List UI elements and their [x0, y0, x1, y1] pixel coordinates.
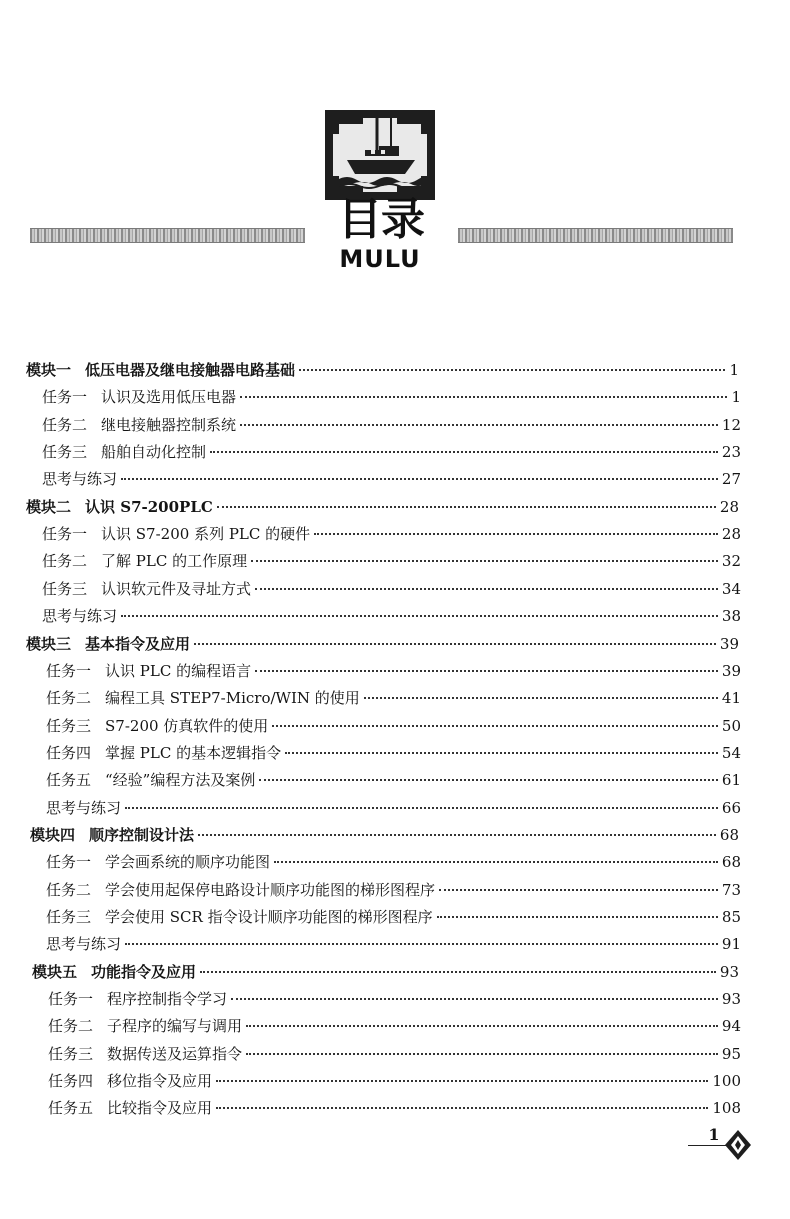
- toc-entry-label: 任务五: [48, 1099, 94, 1117]
- toc-entry-label: 任务一: [48, 990, 94, 1008]
- toc-entry-title: 顺序控制设计法: [89, 826, 195, 844]
- toc-entry-label: 任务二: [42, 416, 88, 434]
- diamond-icon: [724, 1128, 752, 1162]
- dot-leader: [125, 807, 718, 809]
- toc-entry-page: 12: [721, 416, 741, 434]
- toc-entry-label: 任务二: [42, 552, 88, 570]
- toc-entry-title: 思考与练习: [46, 799, 122, 817]
- toc-entry-label: 任务一: [46, 662, 92, 680]
- toc-entry-label: 模块三: [26, 635, 72, 653]
- dot-leader: [216, 1080, 708, 1082]
- toc-entry-page: 39: [719, 635, 739, 653]
- dot-leader: [240, 396, 727, 398]
- toc-module-entry: [26, 360, 739, 380]
- toc-task-entry: [46, 661, 741, 681]
- toc-entry-label: 任务三: [48, 1045, 94, 1063]
- toc-entry-title: 认识 S7-200 系列 PLC 的硬件: [101, 525, 311, 543]
- dot-leader: [246, 1025, 718, 1027]
- toc-entry-title: S7-200 仿真软件的使用: [105, 717, 269, 735]
- toc-entry-page: 68: [721, 853, 741, 871]
- toc-entry-title: 思考与练习: [42, 607, 118, 625]
- toc-task-entry: [46, 688, 741, 708]
- toc-entry-page: 28: [721, 525, 741, 543]
- page-number: 1: [708, 1125, 720, 1144]
- toc-entry-label: 任务三: [42, 443, 88, 461]
- dot-leader: [272, 725, 718, 727]
- dot-leader: [217, 506, 716, 508]
- toc-entry-title: 学会使用 SCR 指令设计顺序功能图的梯形图程序: [105, 908, 433, 926]
- toc-task-entry: [42, 551, 741, 571]
- toc-module-entry: [26, 634, 739, 654]
- toc-entry-title: 船舶自动化控制: [101, 443, 207, 461]
- toc-entry-title: 思考与练习: [46, 935, 122, 953]
- toc-task-entry: [46, 716, 741, 736]
- dot-leader: [274, 861, 718, 863]
- toc-exercise-entry: [42, 469, 741, 489]
- toc-task-entry: [42, 442, 741, 462]
- toc-entry-title: 移位指令及应用: [107, 1072, 213, 1090]
- toc-task-entry: [46, 852, 741, 872]
- dot-leader: [314, 533, 718, 535]
- toc-exercise-entry: [46, 798, 741, 818]
- dot-leader: [364, 697, 718, 699]
- dot-leader: [299, 369, 725, 371]
- toc-task-entry: [48, 1016, 741, 1036]
- toc-entry-title: 继电接触器控制系统: [101, 416, 237, 434]
- dot-leader: [439, 889, 718, 891]
- toc-entry-label: 模块四: [30, 826, 76, 844]
- dot-leader: [285, 752, 718, 754]
- dot-leader: [121, 615, 718, 617]
- dot-leader: [246, 1053, 718, 1055]
- dot-leader: [216, 1107, 708, 1109]
- toc-entry-page: 91: [721, 935, 741, 953]
- dot-leader: [251, 560, 718, 562]
- toc-entry-label: 任务五: [46, 771, 92, 789]
- toc-task-entry: [46, 743, 741, 763]
- toc-task-entry: [42, 387, 741, 407]
- toc-entry-label: 任务二: [46, 881, 92, 899]
- toc-entry-label: 任务三: [46, 717, 92, 735]
- toc-entry-page: 61: [721, 771, 741, 789]
- toc-entry-title: 学会使用起保停电路设计顺序功能图的梯形图程序: [105, 881, 436, 899]
- toc-entry-page: 1: [731, 388, 741, 406]
- toc-entry-page: 95: [721, 1045, 741, 1063]
- toc-task-entry: [42, 524, 741, 544]
- toc-module-entry: [32, 962, 739, 982]
- toc-entry-title: 编程工具 STEP7-Micro/WIN 的使用: [105, 689, 360, 707]
- dot-leader: [255, 588, 718, 590]
- toc-entry-label: 任务一: [46, 853, 92, 871]
- toc-entry-title: 程序控制指令学习: [107, 990, 228, 1008]
- toc-entry-title: 比较指令及应用: [107, 1099, 213, 1117]
- page-title: 目录: [338, 194, 424, 245]
- toc-entry-label: 任务三: [42, 580, 88, 598]
- toc-entry-label: 模块二: [26, 498, 72, 516]
- toc-entry-title: 基本指令及应用: [85, 635, 191, 653]
- toc-entry-title: 低压电器及继电接触器电路基础: [85, 361, 296, 379]
- toc-exercise-entry: [42, 606, 741, 626]
- toc-entry-page: 66: [721, 799, 741, 817]
- toc-entry-label: 模块一: [26, 361, 72, 379]
- toc-entry-title: 学会画系统的顺序功能图: [105, 853, 271, 871]
- dot-leader: [240, 424, 718, 426]
- toc-task-entry: [48, 1044, 741, 1064]
- dot-leader: [198, 834, 716, 836]
- toc-entry-title: 功能指令及应用: [91, 963, 197, 981]
- dot-leader: [231, 998, 718, 1000]
- toc-entry-page: 50: [721, 717, 741, 735]
- toc-entry-page: 39: [721, 662, 741, 680]
- toc-entry-page: 85: [721, 908, 741, 926]
- page-title-pinyin: MULU: [339, 245, 421, 273]
- dot-leader: [121, 478, 718, 480]
- toc-task-entry: [46, 880, 741, 900]
- dot-leader: [259, 779, 718, 781]
- toc-task-entry: [42, 579, 741, 599]
- toc-entry-title: 认识软元件及寻址方式: [101, 580, 252, 598]
- toc-task-entry: [48, 1098, 741, 1118]
- dot-leader: [255, 670, 718, 672]
- toc-entry-page: 54: [721, 744, 741, 762]
- dot-leader: [194, 643, 716, 645]
- toc-entry-title: 了解 PLC 的工作原理: [101, 552, 248, 570]
- toc-entry-page: 93: [721, 990, 741, 1008]
- toc-task-entry: [46, 907, 741, 927]
- toc-module-entry: [30, 825, 739, 845]
- toc-entry-label: 任务二: [46, 689, 92, 707]
- toc-entry-title: 认识 S7-200PLC: [85, 498, 213, 516]
- toc-entry-page: 94: [721, 1017, 741, 1035]
- toc-entry-page: 23: [721, 443, 741, 461]
- toc-entry-page: 34: [721, 580, 741, 598]
- dot-leader: [125, 943, 718, 945]
- toc-entry-label: 任务四: [48, 1072, 94, 1090]
- toc-exercise-entry: [46, 934, 741, 954]
- toc-entry-page: 108: [712, 1099, 741, 1117]
- toc-entry-page: 93: [719, 963, 739, 981]
- toc-entry-title: 子程序的编写与调用: [107, 1017, 243, 1035]
- toc-task-entry: [42, 415, 741, 435]
- toc-entry-title: 认识及选用低压电器: [101, 388, 237, 406]
- toc-entry-page: 28: [719, 498, 739, 516]
- toc-entry-label: 任务一: [42, 388, 88, 406]
- toc-entry-page: 68: [719, 826, 739, 844]
- toc-entry-page: 100: [712, 1072, 741, 1090]
- toc-entry-page: 38: [721, 607, 741, 625]
- toc-entry-label: 任务一: [42, 525, 88, 543]
- toc-entry-page: 32: [721, 552, 741, 570]
- toc-entry-label: 任务四: [46, 744, 92, 762]
- dot-leader: [210, 451, 718, 453]
- toc-entry-title: 掌握 PLC 的基本逻辑指令: [105, 744, 282, 762]
- toc-module-entry: [26, 497, 739, 517]
- dot-leader: [437, 916, 718, 918]
- toc-entry-title: “经验”编程方法及案例: [105, 771, 256, 789]
- toc-task-entry: [46, 770, 741, 790]
- dot-leader: [200, 971, 716, 973]
- toc-entry-page: 73: [721, 881, 741, 899]
- toc-entry-label: 任务二: [48, 1017, 94, 1035]
- toc-entry-label: 模块五: [32, 963, 78, 981]
- toc-entry-page: 27: [721, 470, 741, 488]
- toc-entry-page: 1: [729, 361, 739, 379]
- toc-task-entry: [48, 1071, 741, 1091]
- folio-rule: [688, 1145, 726, 1146]
- toc-entry-title: 认识 PLC 的编程语言: [105, 662, 252, 680]
- toc-task-entry: [48, 989, 741, 1009]
- toc-entry-title: 思考与练习: [42, 470, 118, 488]
- toc-entry-page: 41: [721, 689, 741, 707]
- toc-entry-label: 任务三: [46, 908, 92, 926]
- toc-entry-title: 数据传送及运算指令: [107, 1045, 243, 1063]
